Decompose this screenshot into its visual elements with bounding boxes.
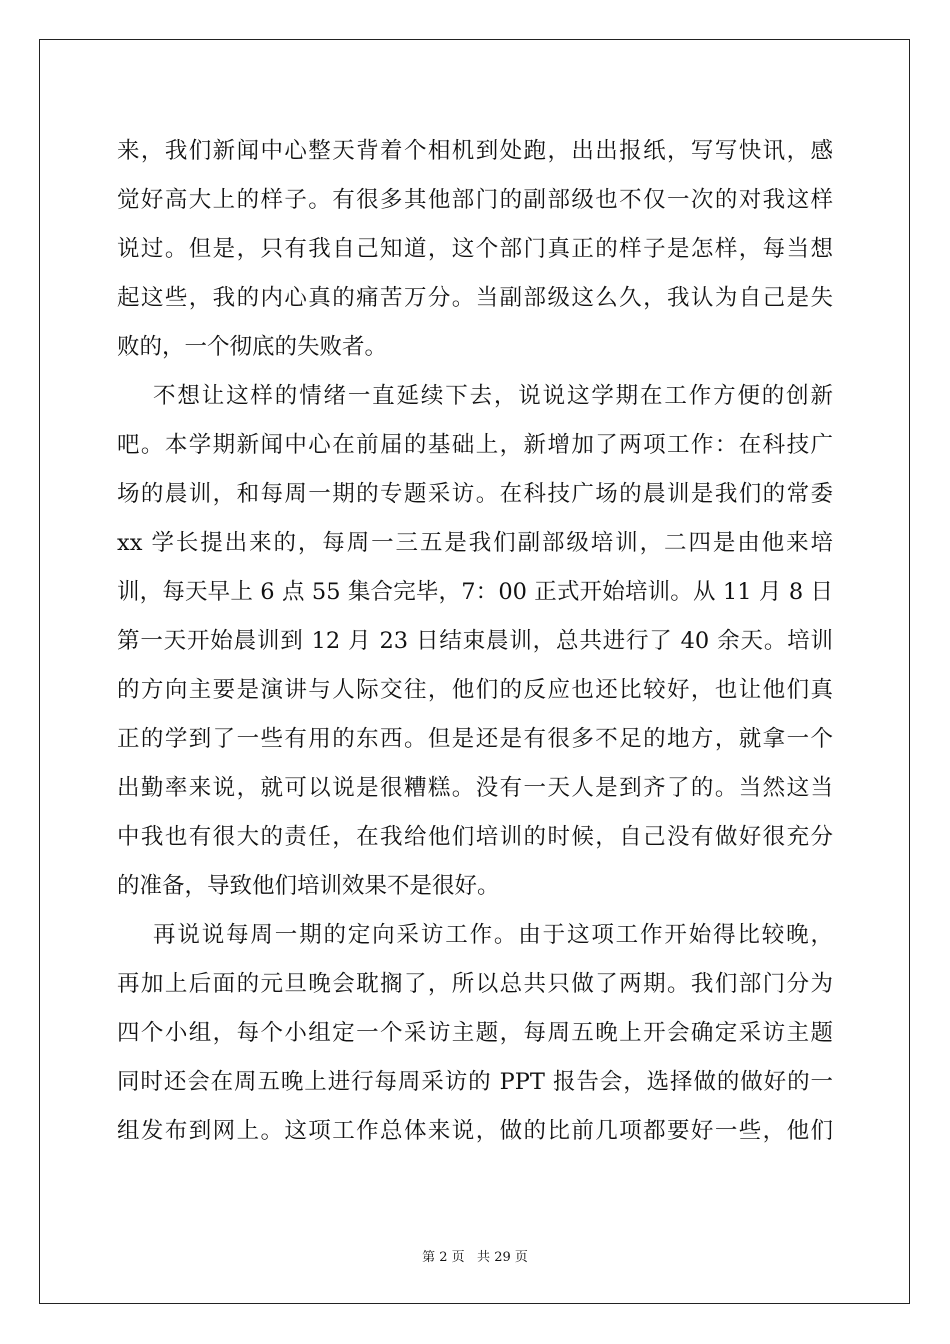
paragraph-1 bbox=[117, 127, 833, 372]
text-line: 场的晨训，和每周一期的专题采访。在科技广场的晨训是我们的常委 bbox=[117, 481, 833, 507]
text-line: 起这些，我的内心真的痛苦万分。当副部级这么久，我认为自己是失 bbox=[117, 285, 833, 311]
text-line: 败的，一个彻底的失败者。 bbox=[117, 334, 388, 360]
text-line: 再加上后面的元旦晚会耽搁了，所以总共只做了两期。我们部门分为 bbox=[117, 971, 833, 997]
text-line: 来，我们新闻中心整天背着个相机到处跑，出出报纸，写写快讯，感 bbox=[117, 138, 833, 164]
paragraph-2 bbox=[117, 372, 833, 911]
text-line: 训，每天早上 6 点 55 集合完毕，7：00 正式开始培训。从 11 月 8 日 bbox=[117, 579, 833, 605]
text-line: 中我也有很大的责任，在我给他们培训的时候，自己没有做好很充分 bbox=[117, 824, 833, 850]
text-line: 组发布到网上。这项工作总体来说，做的比前几项都要好一些，他们 bbox=[117, 1118, 833, 1144]
text-line: xx 学长提出来的，每周一三五是我们副部级培训，二四是由他来培 bbox=[117, 530, 833, 556]
text-line: 觉好高大上的样子。有很多其他部门的副部级也不仅一次的对我这样 bbox=[117, 187, 833, 213]
text-line: 不想让这样的情绪一直延续下去，说说这学期在工作方便的创新 bbox=[117, 383, 833, 409]
text-line: 第一天开始晨训到 12 月 23 日结束晨训，总共进行了 40 余天。培训 bbox=[117, 628, 833, 654]
text-line: 四个小组，每个小组定一个采访主题，每周五晚上开会确定采访主题 bbox=[117, 1020, 833, 1046]
document-body bbox=[117, 127, 833, 1156]
text-line: 吧。本学期新闻中心在前届的基础上，新增加了两项工作：在科技广 bbox=[117, 432, 833, 458]
text-line: 的准备，导致他们培训效果不是很好。 bbox=[117, 873, 500, 899]
paragraph-3 bbox=[117, 911, 833, 1156]
text-line: 的方向主要是演讲与人际交往，他们的反应也还比较好，也让他们真 bbox=[117, 677, 833, 703]
text-line: 同时还会在周五晚上进行每周采访的 PPT 报告会，选择做的做好的一 bbox=[117, 1069, 833, 1095]
text-line: 再说说每周一期的定向采访工作。由于这项工作开始得比较晚， bbox=[117, 922, 833, 948]
text-line: 出勤率来说，就可以说是很糟糕。没有一天人是到齐了的。当然这当 bbox=[117, 775, 833, 801]
text-line: 正的学到了一些有用的东西。但是还是有很多不足的地方，就拿一个 bbox=[117, 726, 833, 752]
text-line: 说过。但是，只有我自己知道，这个部门真正的样子是怎样，每当想 bbox=[117, 236, 833, 262]
page-number-footer: 第 2 页 共 29 页 bbox=[422, 1250, 528, 1265]
